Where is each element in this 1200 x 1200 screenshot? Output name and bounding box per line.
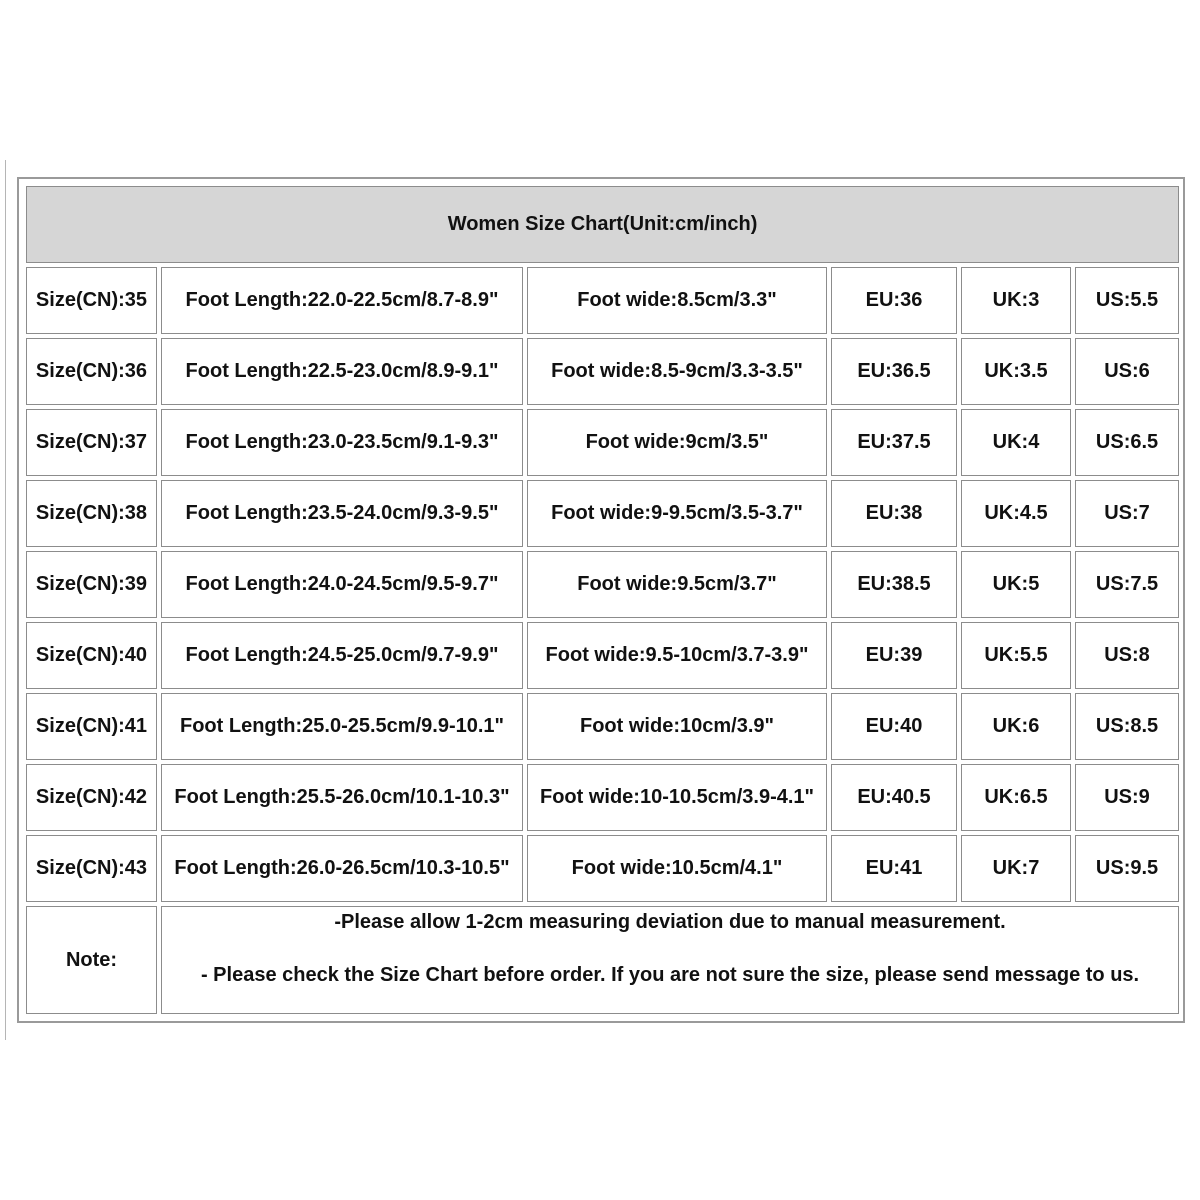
- foot-length-cell: Foot Length:24.5-25.0cm/9.7-9.9": [161, 622, 523, 689]
- uk-size-cell: UK:3.5: [961, 338, 1071, 405]
- uk-size-cell: UK:5.5: [961, 622, 1071, 689]
- size-cn-cell: Size(CN):37: [26, 409, 157, 476]
- size-row: [26, 338, 1179, 405]
- size-cn-cell: Size(CN):39: [26, 551, 157, 618]
- note-row: [26, 906, 1179, 1014]
- size-cn-cell: Size(CN):36: [26, 338, 157, 405]
- size-row: [26, 622, 1179, 689]
- us-size-cell: US:7: [1075, 480, 1179, 547]
- foot-wide-cell: Foot wide:9.5-10cm/3.7-3.9": [527, 622, 827, 689]
- foot-length-cell: Foot Length:26.0-26.5cm/10.3-10.5": [161, 835, 523, 902]
- size-cn-cell: Size(CN):43: [26, 835, 157, 902]
- uk-size-cell: UK:6.5: [961, 764, 1071, 831]
- size-row: [26, 267, 1179, 334]
- note-text: [161, 906, 1179, 1014]
- foot-length-cell: Foot Length:23.5-24.0cm/9.3-9.5": [161, 480, 523, 547]
- size-row: [26, 409, 1179, 476]
- eu-size-cell: EU:40.5: [831, 764, 957, 831]
- size-cn-cell: Size(CN):41: [26, 693, 157, 760]
- eu-size-cell: EU:37.5: [831, 409, 957, 476]
- foot-length-cell: Foot Length:24.0-24.5cm/9.5-9.7": [161, 551, 523, 618]
- title-row: [26, 186, 1179, 263]
- uk-size-cell: UK:4: [961, 409, 1071, 476]
- foot-wide-cell: Foot wide:10-10.5cm/3.9-4.1": [527, 764, 827, 831]
- us-size-cell: US:9.5: [1075, 835, 1179, 902]
- foot-length-cell: Foot Length:22.0-22.5cm/8.7-8.9": [161, 267, 523, 334]
- eu-size-cell: EU:36.5: [831, 338, 957, 405]
- us-size-cell: US:6.5: [1075, 409, 1179, 476]
- note-line-check-size: - Please check the Size Chart before order. If you are not sure the size, please send message to us.: [200, 964, 1140, 987]
- foot-length-cell: Foot Length:23.0-23.5cm/9.1-9.3": [161, 409, 523, 476]
- foot-wide-cell: Foot wide:9cm/3.5": [527, 409, 827, 476]
- eu-size-cell: EU:40: [831, 693, 957, 760]
- eu-size-cell: EU:41: [831, 835, 957, 902]
- foot-wide-cell: Foot wide:9-9.5cm/3.5-3.7": [527, 480, 827, 547]
- size-cn-cell: Size(CN):38: [26, 480, 157, 547]
- us-size-cell: US:7.5: [1075, 551, 1179, 618]
- size-chart-frame: [17, 177, 1185, 1023]
- uk-size-cell: UK:5: [961, 551, 1071, 618]
- foot-wide-cell: Foot wide:9.5cm/3.7": [527, 551, 827, 618]
- us-size-cell: US:5.5: [1075, 267, 1179, 334]
- size-cn-cell: Size(CN):35: [26, 267, 157, 334]
- size-chart-table: [22, 182, 1183, 1018]
- size-row: [26, 693, 1179, 760]
- foot-length-cell: Foot Length:25.0-25.5cm/9.9-10.1": [161, 693, 523, 760]
- eu-size-cell: EU:36: [831, 267, 957, 334]
- size-row: [26, 480, 1179, 547]
- left-divider-line: [5, 160, 6, 1040]
- size-cn-cell: Size(CN):42: [26, 764, 157, 831]
- size-row: [26, 764, 1179, 831]
- uk-size-cell: UK:4.5: [961, 480, 1071, 547]
- uk-size-cell: UK:3: [961, 267, 1071, 334]
- foot-wide-cell: Foot wide:10cm/3.9": [527, 693, 827, 760]
- note-label: Note:: [26, 906, 157, 1014]
- uk-size-cell: UK:7: [961, 835, 1071, 902]
- note-line-deviation: -Please allow 1-2cm measuring deviation due to manual measurement.: [334, 911, 1006, 934]
- us-size-cell: US:9: [1075, 764, 1179, 831]
- us-size-cell: US:8: [1075, 622, 1179, 689]
- chart-title: Women Size Chart(Unit:cm/inch): [26, 186, 1179, 263]
- size-cn-cell: Size(CN):40: [26, 622, 157, 689]
- size-chart-body: [26, 186, 1179, 1014]
- us-size-cell: US:8.5: [1075, 693, 1179, 760]
- us-size-cell: US:6: [1075, 338, 1179, 405]
- size-row: [26, 551, 1179, 618]
- foot-wide-cell: Foot wide:8.5cm/3.3": [527, 267, 827, 334]
- note-spacer: [172, 936, 1168, 962]
- eu-size-cell: EU:39: [831, 622, 957, 689]
- foot-length-cell: Foot Length:22.5-23.0cm/8.9-9.1": [161, 338, 523, 405]
- foot-wide-cell: Foot wide:8.5-9cm/3.3-3.5": [527, 338, 827, 405]
- eu-size-cell: EU:38: [831, 480, 957, 547]
- foot-length-cell: Foot Length:25.5-26.0cm/10.1-10.3": [161, 764, 523, 831]
- uk-size-cell: UK:6: [961, 693, 1071, 760]
- size-row: [26, 835, 1179, 902]
- eu-size-cell: EU:38.5: [831, 551, 957, 618]
- foot-wide-cell: Foot wide:10.5cm/4.1": [527, 835, 827, 902]
